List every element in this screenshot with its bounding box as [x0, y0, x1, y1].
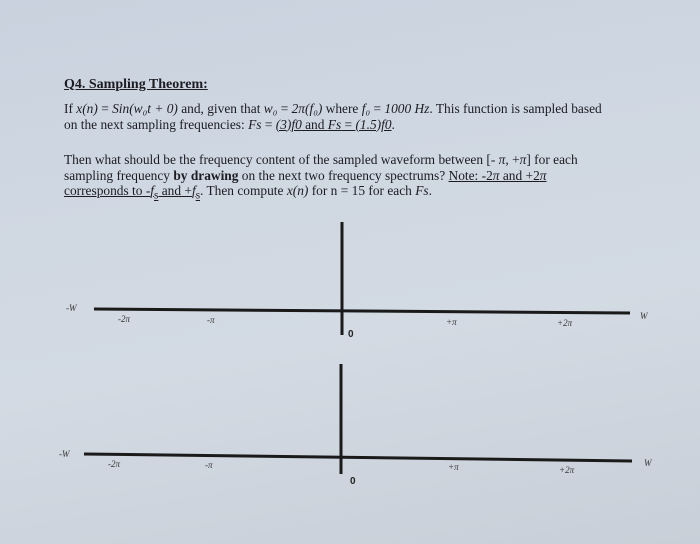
spectrum-1-tick-neg-2pi: -2π: [118, 314, 131, 324]
spectrum-1-left-label: -W: [66, 303, 77, 313]
spectrum-2-tick-neg-pi: -π: [205, 460, 213, 470]
spectrum-2: [59, 364, 653, 487]
spectrum-2-left-label: -W: [59, 449, 70, 459]
spectrum-1-right-label: W: [640, 311, 648, 321]
spectrum-2-right-label: W: [644, 458, 652, 468]
spectrum-1-tick-neg-pi: -π: [207, 315, 215, 325]
spectrum-2-origin-label: 0: [350, 476, 356, 487]
question-title: Q4. Sampling Theorem:: [64, 77, 208, 92]
spectrum-1-origin-label: 0: [348, 329, 354, 340]
spectrum-1-frequency-axis: [94, 309, 630, 313]
spectrum-1-tick-pos-pi: +π: [446, 317, 457, 327]
task-instructions: Then what should be the frequency content of the sampled waveform between [- π, +π] for each sampling frequency by drawing on the next two frequency spectrums? Note: -2π and +2π corresponds to $-f_s$ and $+f_s$. Then compute x(n) for n = 15 for each Fs.: [64, 152, 578, 202]
problem-statement: If x(n) = Sin(w₀t + 0) and, given that w₀ = 2π(f₀) where f₀ = 1000 Hz. This function is sampled based on the next sampling frequencies: Fs = (3)f0 and Fs = (1.5)f0.: [64, 101, 602, 132]
spectrum-1-tick-pos-2pi: +2π: [557, 318, 573, 328]
spectrum-2-frequency-axis: [84, 454, 632, 461]
spectrum-2-tick-neg-2pi: -2π: [108, 459, 121, 469]
spectrum-2-tick-pos-pi: +π: [448, 462, 459, 472]
spectrum-1: [66, 222, 649, 340]
spectrum-2-tick-pos-2pi: +2π: [559, 465, 575, 475]
